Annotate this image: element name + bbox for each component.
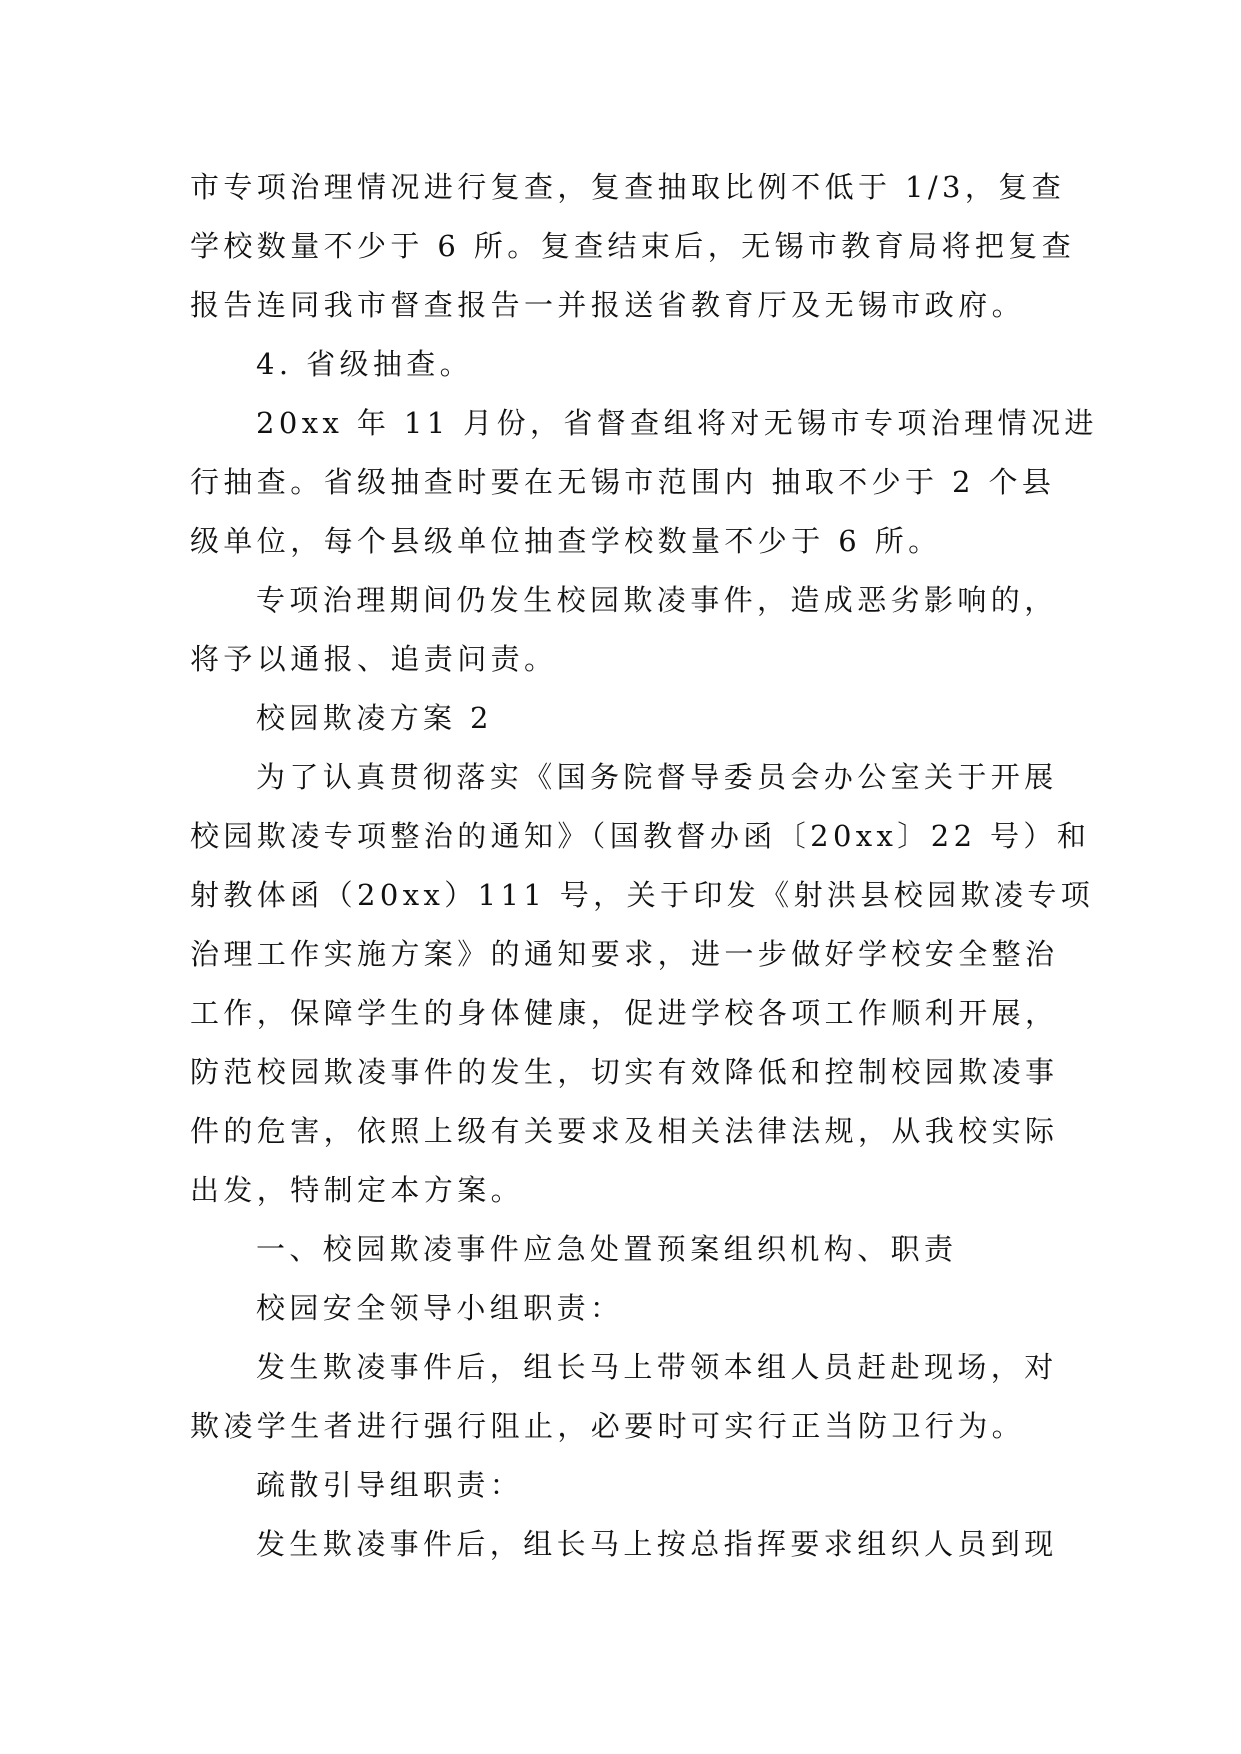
text-line: 校园欺凌专项整治的通知》（国教督办函〔20xx〕22 号）和 <box>190 819 1091 853</box>
text-line: 防范校园欺凌事件的发生，切实有效降低和控制校园欺凌事 <box>190 1055 1059 1089</box>
text-line: 级单位，每个县级单位抽查学校数量不少于 6 所。 <box>190 524 942 558</box>
text-line: 件的危害，依照上级有关要求及相关法律法规，从我校实际 <box>190 1114 1059 1148</box>
text-line: 学校数量不少于 6 所。复查结束后，无锡市教育局将把复查 <box>190 229 1076 263</box>
text-line: 4. 省级抽查。 <box>256 347 474 381</box>
text-line: 将予以通报、追责问责。 <box>190 642 558 676</box>
text-line: 发生欺凌事件后，组长马上按总指挥要求组织人员到现 <box>256 1527 1058 1561</box>
text-line: 工作，保障学生的身体健康，促进学校各项工作顺利开展， <box>190 996 1059 1030</box>
text-line: 治理工作实施方案》的通知要求，进一步做好学校安全整治 <box>190 937 1059 971</box>
text-line: 射教体函（20xx）111 号，关于印发《射洪县校园欺凌专项 <box>190 878 1095 912</box>
text-line: 专项治理期间仍发生校园欺凌事件，造成恶劣影响的， <box>256 583 1058 617</box>
document-body <box>190 158 1098 1574</box>
text-line: 为了认真贯彻落实《国务院督导委员会办公室关于开展 <box>256 760 1058 794</box>
text-line: 校园欺凌方案 2 <box>256 701 493 735</box>
text-line: 一、校园欺凌事件应急处置预案组织机构、职责 <box>256 1232 958 1266</box>
text-line: 欺凌学生者进行强行阻止，必要时可实行正当防卫行为。 <box>190 1409 1026 1443</box>
text-line: 行抽查。省级抽查时要在无锡市范围内 抽取不少于 2 个县 <box>190 465 1056 499</box>
text-line: 校园安全领导小组职责： <box>256 1291 624 1325</box>
text-line: 20xx 年 11 月份，省督查组将对无锡市专项治理情况进 <box>256 406 1098 440</box>
text-line: 发生欺凌事件后，组长马上带领本组人员赶赴现场，对 <box>256 1350 1058 1384</box>
text-line: 疏散引导组职责： <box>256 1468 524 1502</box>
text-line: 市专项治理情况进行复查，复查抽取比例不低于 1/3，复查 <box>190 170 1066 204</box>
text-line: 报告连同我市督查报告一并报送省教育厅及无锡市政府。 <box>190 288 1026 322</box>
text-line: 出发，特制定本方案。 <box>190 1173 525 1207</box>
